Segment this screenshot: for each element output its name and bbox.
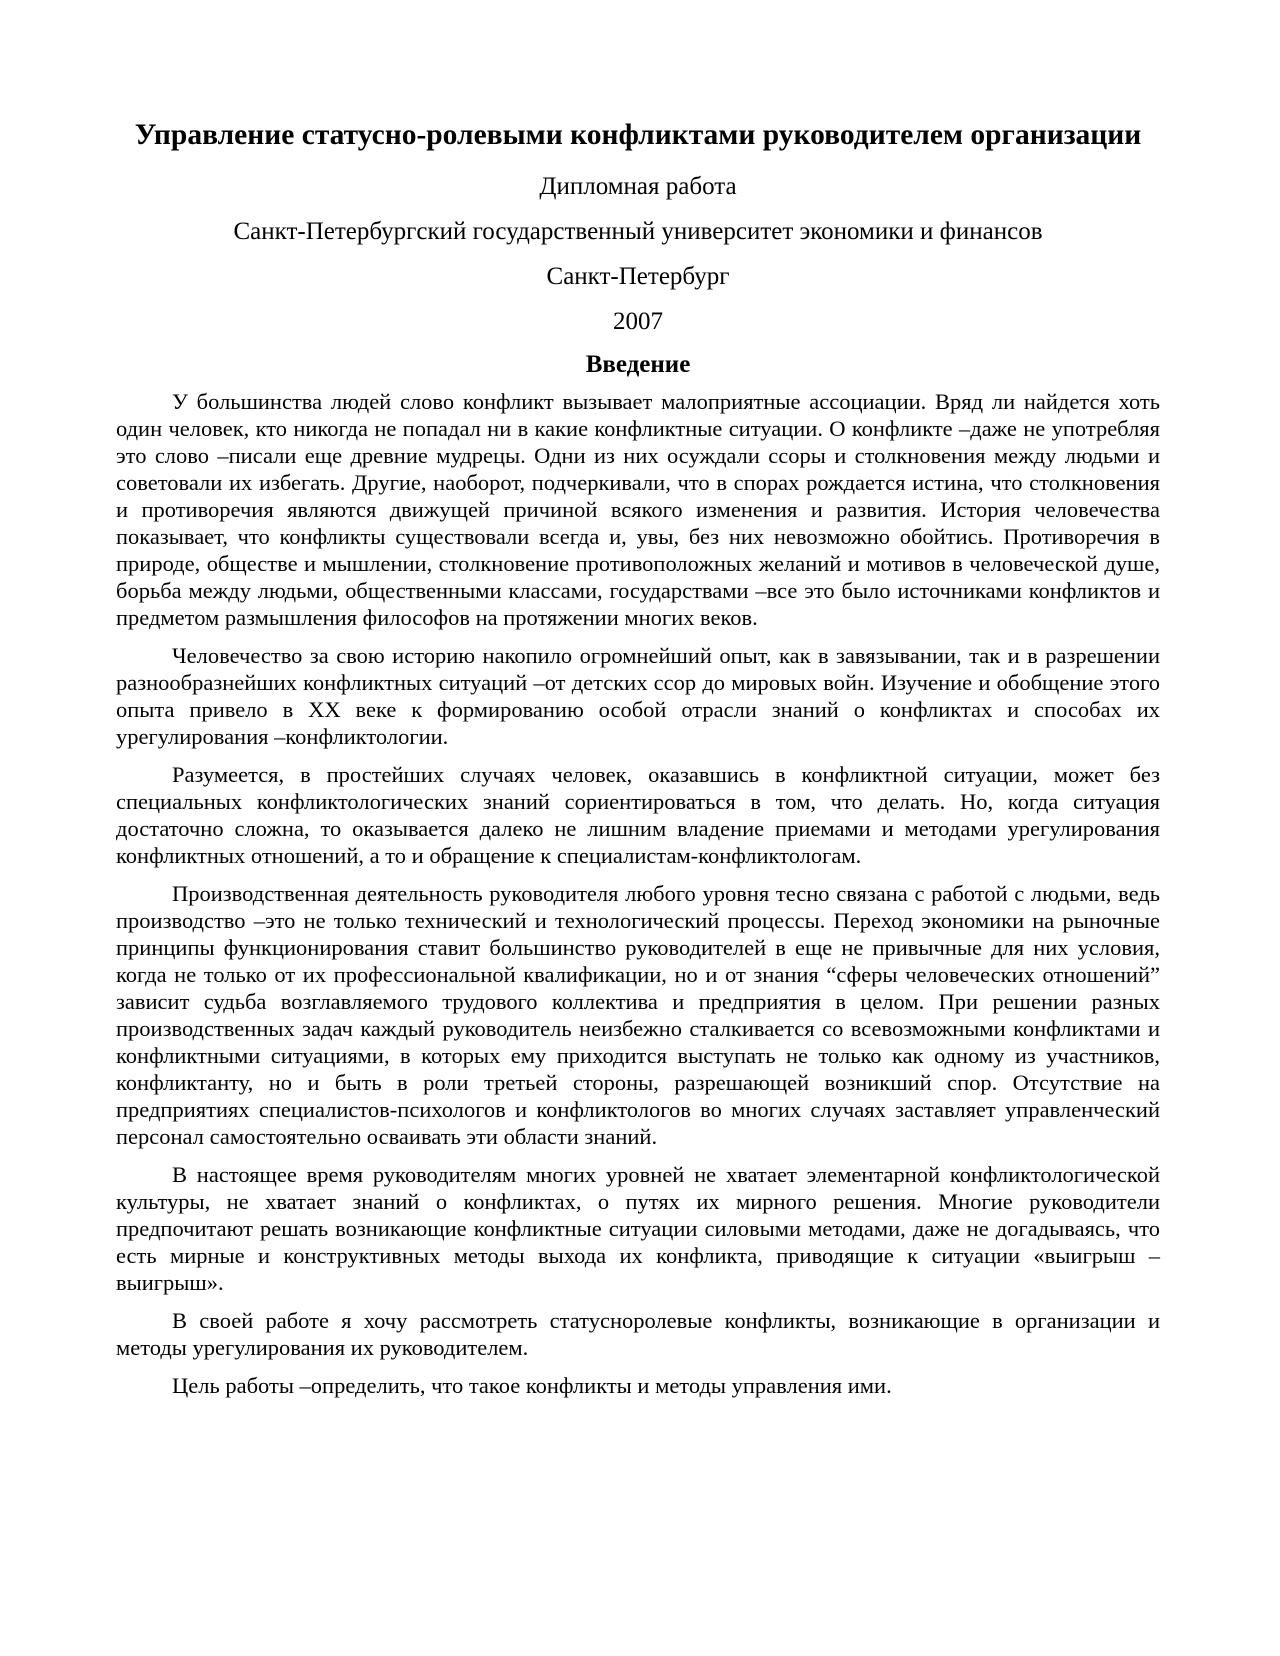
year: 2007 xyxy=(613,308,663,335)
city-name: Санкт-Петербург xyxy=(546,263,730,290)
document-page xyxy=(116,118,1160,1410)
section-heading: Введение xyxy=(585,351,691,378)
paragraph: В своей работе я хочу рассмотреть статуснoролевые конфликты, возникающие в организации и методы урегулирования их руководителем. xyxy=(116,1308,1160,1360)
paragraph: В настоящее время руководителям многих уровней не хватает элементарной конфликтологической культуры, не хватает знаний о конфликтах, о путях их мирного решения. Многие руководители предпочитают решать возникающие конфликтные ситуации силовыми методами, даже не догадываясь, что есть мирные и конструктивных методы выхода их конфликта, приводящие к ситуации «выигрыш –выигрыш». xyxy=(116,1162,1160,1295)
paragraph: У большинства людей слово конфликт вызывает малоприятные ассоциации. Вряд ли найдется хоть один человек, кто никогда не попадал ни в какие конфликтные ситуации. О конфликте –даже не употребляя это слово –писали еще древние мудрецы. Одни из них осуждали ссоры и столкновения между людьми и советовали их избегать. Другие, наоборот, подчеркивали, что в спорах рождается истина, что столкновения и противоречия являются движущей причиной всякого изменения и развития. История человечества показывает, что конфликты существовали всегда и, увы, без них невозможно обойтись. Противоречия в природе, обществе и мышлении, столкновение противоположных желаний и мотивов в человеческой душе, борьба между людьми, общественными классами, государствами –все это было источниками конфликтов и предметом размышления философов на протяжении многих веков. xyxy=(116,389,1160,630)
paragraph: Цель работы –определить, что такое конфликты и методы управления ими. xyxy=(172,1373,892,1398)
paragraph: Производственная деятельность руководителя любого уровня тесно связана с работой с людьми, ведь производство –это не только технический и технологический процессы. Переход экономики на рыночные принципы функционирования ставит большинство руководителей в еще не привычные для них условия, когда не только от их профессиональной квалификации, но и от знания “сферы человеческих отношений” зависит судьба возглавляемого трудового коллектива и предприятия в целом. При решении разных производственных задач каждый руководитель неизбежно сталкивается со всевозможными конфликтами и конфликтными ситуациями, в которых ему приходится выступать не только как одному из участников, конфликтанту, но и быть в роли третьей стороны, разрешающей возникший спор. Отсутствие на предприятиях специалистов-психологов и конфликтологов во многих случаях заставляет управленческий персонал самостоятельно осваивать эти области знаний. xyxy=(116,881,1160,1149)
document-title: Управление статусно-ролевыми конфликтами руководителем организации xyxy=(134,119,1142,151)
paragraph: Разумеется, в простейших случаях человек, оказавшись в конфликтной ситуации, может без специальных конфликтологических знаний сориентироваться в том, что делать. Но, когда ситуация достаточно сложна, то оказывается далеко не лишним владение приемами и методами урегулирования конфликтных отношений, а то и обращение к специалистам-конфликтологам. xyxy=(116,762,1160,868)
work-type: Дипломная работа xyxy=(539,173,737,200)
paragraph: Человечество за свою историю накопило огромнейший опыт, как в завязывании, так и в разрешении разнообразнейших конфликтных ситуаций –от детских ссор до мировых войн. Изучение и обобщение этого опыта привело в XX веке к формированию особой отрасли знаний о конфликтах и способах их урегулирования –конфликтологии. xyxy=(116,643,1160,749)
institution-name: Санкт-Петербургский государственный университет экономики и финансов xyxy=(233,218,1043,245)
body-text xyxy=(116,388,1160,1399)
